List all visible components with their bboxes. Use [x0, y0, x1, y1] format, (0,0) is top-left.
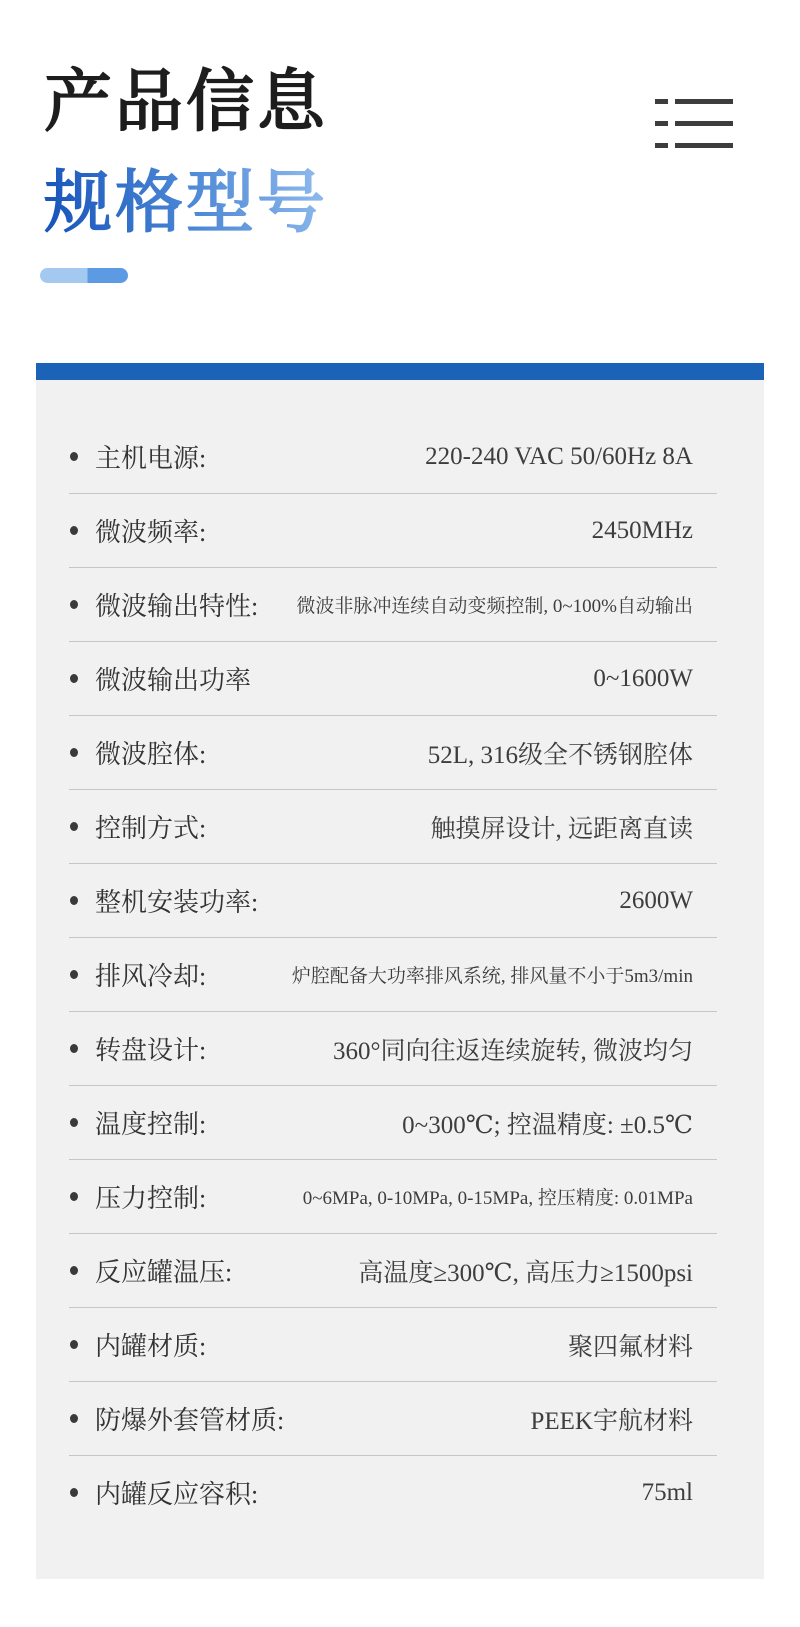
spec-value: 0~6MPa, 0-10MPa, 0-15MPa, 控压精度: 0.01MPa	[302, 1188, 693, 1209]
spec-row	[36, 1308, 764, 1381]
spec-row	[36, 642, 764, 715]
spec-label: 转盘设计:	[95, 1036, 207, 1065]
spec-label: 微波输出特性:	[95, 592, 259, 621]
spec-row	[36, 1086, 764, 1159]
card-top-bar	[36, 363, 764, 380]
spec-row	[36, 1456, 764, 1529]
bullet-icon	[70, 674, 78, 683]
accent-pill	[40, 268, 128, 283]
spec-label: 微波频率:	[95, 518, 207, 547]
spec-label: 排风冷却:	[95, 962, 207, 991]
list-icon	[655, 99, 733, 148]
bullet-icon	[70, 1488, 78, 1497]
spec-row	[36, 1160, 764, 1233]
spec-row	[36, 420, 764, 493]
list-icon-line	[655, 143, 733, 148]
bullet-icon	[70, 970, 78, 979]
bullet-icon	[70, 1340, 78, 1349]
spec-value: 0~1600W	[593, 664, 693, 692]
bullet-icon	[70, 1118, 78, 1127]
spec-value: 2600W	[619, 886, 693, 914]
spec-row	[36, 568, 764, 641]
page-title: 产品信息	[44, 64, 329, 140]
spec-list	[36, 380, 764, 1579]
spec-value: 75ml	[641, 1478, 693, 1506]
spec-value: 2450MHz	[591, 516, 693, 544]
bullet-icon	[70, 600, 78, 609]
spec-label: 压力控制:	[95, 1184, 207, 1213]
spec-label: 反应罐温压:	[95, 1258, 233, 1287]
spec-value: 0~300℃; 控温精度: ±0.5℃	[402, 1111, 693, 1139]
spec-value: 触摸屏设计, 远距离直读	[430, 815, 693, 843]
spec-value: 微波非脉冲连续自动变频控制, 0~100%自动输出	[296, 596, 693, 617]
spec-label: 温度控制:	[95, 1110, 207, 1139]
bullet-icon	[70, 452, 78, 461]
spec-row	[36, 494, 764, 567]
spec-row	[36, 790, 764, 863]
bullet-icon	[70, 896, 78, 905]
spec-card	[36, 363, 764, 1579]
spec-label: 防爆外套管材质:	[95, 1406, 285, 1435]
spec-row	[36, 1012, 764, 1085]
bullet-icon	[70, 1192, 78, 1201]
spec-value: PEEK宇航材料	[530, 1407, 693, 1435]
page-header	[0, 0, 800, 363]
spec-label: 内罐材质:	[95, 1332, 207, 1361]
spec-row	[36, 938, 764, 1011]
spec-row	[36, 716, 764, 789]
bullet-icon	[70, 1414, 78, 1423]
list-icon-line	[655, 121, 733, 126]
spec-value: 52L, 316级全不锈钢腔体	[427, 741, 693, 769]
spec-row	[36, 864, 764, 937]
bullet-icon	[70, 1266, 78, 1275]
list-icon-line	[655, 99, 733, 104]
spec-value: 220-240 VAC 50/60Hz 8A	[425, 442, 693, 470]
bullet-icon	[70, 526, 78, 535]
spec-value: 360°同向往返连续旋转, 微波均匀	[333, 1037, 693, 1065]
spec-label: 主机电源:	[95, 444, 207, 473]
spec-row	[36, 1234, 764, 1307]
spec-value: 聚四氟材料	[567, 1333, 693, 1361]
spec-label: 微波输出功率	[95, 666, 252, 695]
bullet-icon	[70, 822, 78, 831]
spec-label: 整机安装功率:	[95, 888, 259, 917]
bullet-icon	[70, 1044, 78, 1053]
bullet-icon	[70, 748, 78, 757]
page-subtitle: 规格型号	[44, 163, 328, 245]
spec-label: 内罐反应容积:	[95, 1480, 259, 1509]
spec-row	[36, 1382, 764, 1455]
spec-value: 炉腔配备大功率排风系统, 排风量不小于5m3/min	[291, 966, 693, 987]
spec-label: 微波腔体:	[95, 740, 207, 769]
spec-label: 控制方式:	[95, 814, 207, 843]
spec-value: 高温度≥300℃, 高压力≥1500psi	[358, 1259, 693, 1287]
